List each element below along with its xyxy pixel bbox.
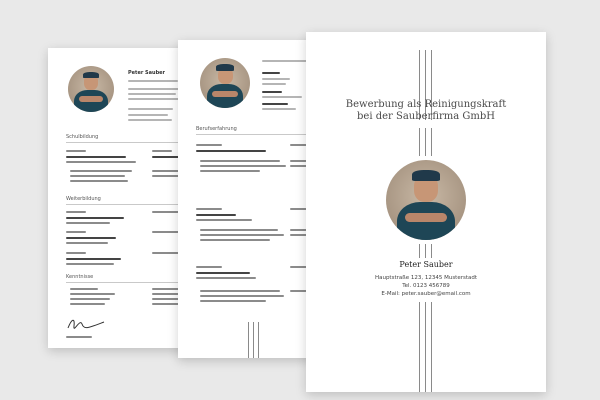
profile-photo xyxy=(200,58,250,108)
profile-photo xyxy=(68,66,114,112)
cover-address: Hauptstraße 123, 12345 Musterstadt xyxy=(374,275,478,281)
section-experience: Berufserfahrung xyxy=(196,126,237,132)
signature xyxy=(66,314,106,335)
section-skills: Kenntnisse xyxy=(66,274,94,280)
cover-name: Peter Sauber xyxy=(399,260,453,269)
cover-email: E-Mail: peter.sauber@email.com xyxy=(381,291,471,297)
cover-title-line2: bei der Sauberfirma GmbH xyxy=(357,111,495,122)
cover-page xyxy=(306,32,546,392)
section-training: Weiterbildung xyxy=(66,196,101,202)
cover-title-line1: Bewerbung als Reinigungskraft xyxy=(345,99,507,110)
section-education: Schulbildung xyxy=(66,134,99,140)
profile-name: Peter Sauber xyxy=(128,70,166,76)
cover-phone: Tel. 0123 456789 xyxy=(402,283,450,289)
cover-photo xyxy=(386,160,466,240)
